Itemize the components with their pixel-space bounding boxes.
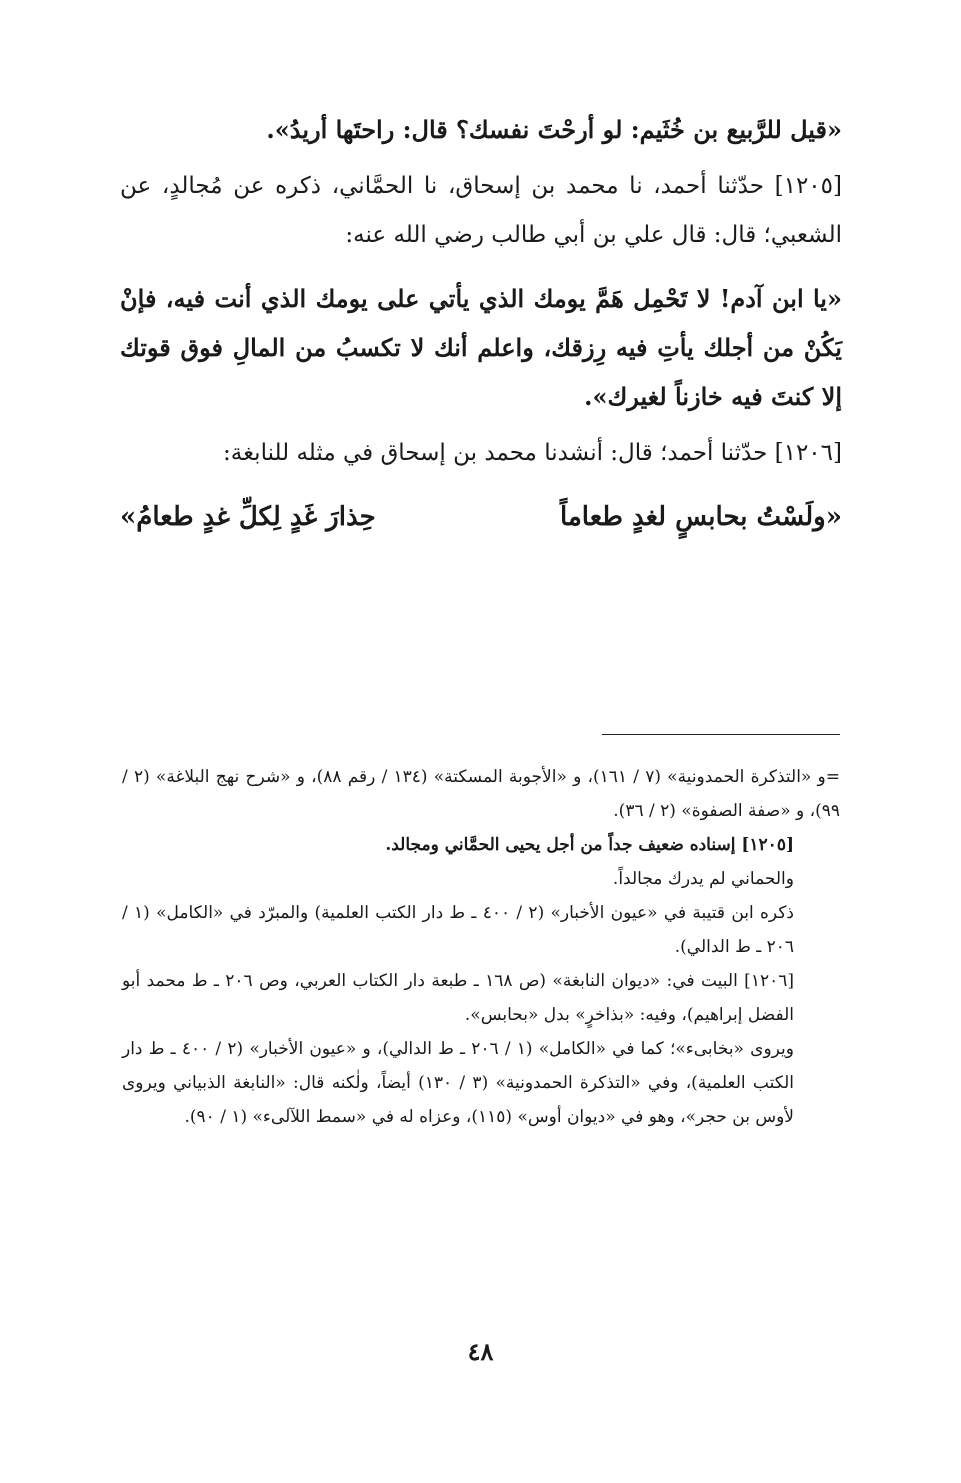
footnote-continuation: =و «التذكرة الحمدونية» (٧ / ١٦١)، و «الأجوبة المسكتة» (١٣٤ / رقم ٨٨)، و «شرح نهج البلاغة» (٢ / ٩٩)، و «صفة الصفوة» (٢ / ٣٦). (122, 767, 840, 821)
page-number: ٤٨ (467, 1337, 494, 1366)
footnote-1205-source: ذكره ابن قتيبة في «عيون الأخبار» (٢ / ٤٠٠ ـ ط دار الكتب العلمية) والمبرّد في «الكامل» (١ / ٢٠٦ ـ ط الدالي). (122, 903, 794, 957)
footnote-1206-variants: ويروى «بخابىء»؛ كما في «الكامل» (١ / ٢٠٦ ـ ط الدالي)، و «عيون الأخبار» (٢ / ٤٠٠ ـ ط دار الكتب العلمية)، وفي «التذكرة الحمدونية» (٣ / ١٣٠) أيضاً، ولٰكنه قال: «النابغة الذبياني ويروى لأوس بن حجر»، وهو في «ديوان أوس» (١١٥)، وعزاه له في «سمط اللآلىء» (١ / ٩٠). (122, 1039, 794, 1127)
poem-hemistich-first: «ولَسْتُ بحابسٍ لغدٍ طعاماً (559, 502, 842, 532)
main-text (120, 105, 842, 542)
poem-verse (120, 492, 842, 542)
poem-hemistich-second: حِذارَ غَدٍ لِكلِّ غدٍ طعامُ» (120, 502, 376, 532)
footnote-separator (602, 734, 840, 735)
entry-1205: [١٢٠٥] حدّثنا أحمد، نا محمد بن إسحاق، نا الحمَّاني، ذكره عن مُجالدٍ، عن الشعبي؛ قال: قال علي بن أبي طالب رضي الله عنه: (120, 173, 842, 248)
entry-1206: [١٢٠٦] حدّثنا أحمد؛ قال: أنشدنا محمد بن إسحاق في مثله للنابغة: (223, 440, 842, 466)
footnote-1205-note: والحماني لم يدرك مجالداً. (612, 869, 794, 889)
quote-ali: «يا ابن آدم! لا تَحْمِل هَمَّ يومك الذي يأتي على يومك الذي أنت فيه، فإنْ يَكُنْ من أجلك يأتِ فيه رِزقك، واعلم أنك لا تكسبُ من المالِ فوق قوتك إلا كنتَ فيه خازناً لغيرك». (120, 284, 842, 411)
footnotes (122, 760, 840, 1134)
quote-rabi: «قيل للرَّبيع بن خُثَيم: لو أرحْتَ نفسك؟ قال: راحتَها أريدُ». (266, 115, 842, 144)
footnote-1205: [١٢٠٥] إسناده ضعيف جداً من أجل يحيى الحمَّاني ومجالد. (385, 835, 794, 855)
footnote-1206: [١٢٠٦] البيت في: «ديوان النابغة» (ص ١٦٨ ـ طبعة دار الكتاب العربي، وص ٢٠٦ ـ ط محمد أبو الفضل إبراهيم)، وفيه: «بذاخرٍ» بدل «بحابس». (122, 971, 794, 1025)
